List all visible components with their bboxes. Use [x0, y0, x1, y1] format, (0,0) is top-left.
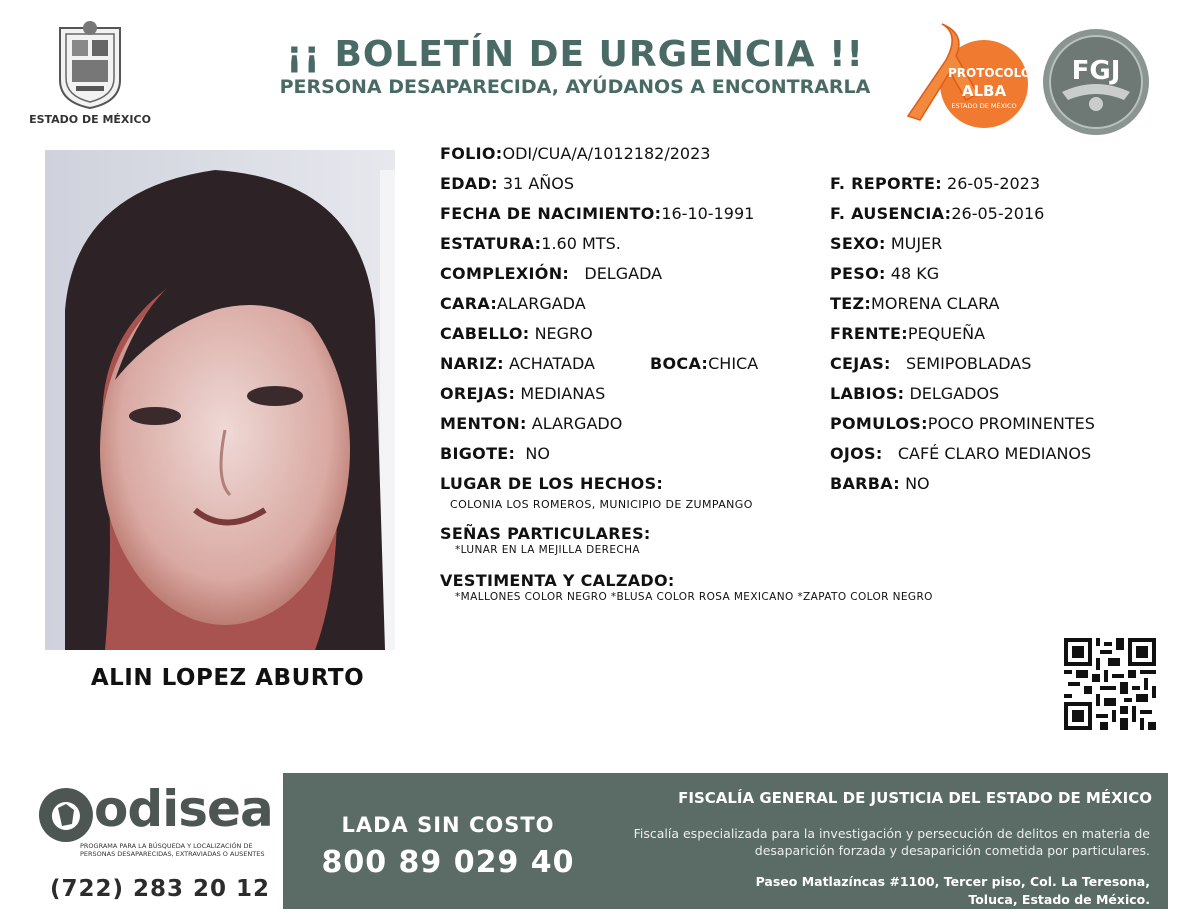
protocolo-alba-logo	[900, 20, 1030, 132]
field-barba	[830, 473, 930, 495]
field-estatura	[440, 233, 621, 255]
fgj-address	[650, 873, 1150, 909]
field-value: ALARGADO	[531, 414, 623, 433]
field-f-ausencia	[830, 203, 1044, 225]
field-label: LABIOS:	[830, 384, 905, 403]
field-value: NO	[905, 474, 930, 493]
state-seal-icon	[50, 20, 130, 110]
field-value: ODI/CUA/A/1012182/2023	[502, 144, 711, 163]
field-pomulos	[830, 413, 1095, 435]
senas-value: *LUNAR EN LA MEJILLA DERECHA	[455, 544, 640, 556]
field-complexion	[440, 263, 662, 285]
field-label: NARIZ:	[440, 354, 504, 373]
field-value: 26-05-2016	[951, 204, 1045, 223]
field-value: 26-05-2023	[947, 174, 1041, 193]
bulletin-subtitle: PERSONA DESAPARECIDA, AYÚDANOS A ENCONTRARLA	[279, 76, 871, 98]
protocolo-line2: ALBA	[961, 82, 1007, 100]
lada-number: 800 89 029 40	[321, 845, 575, 880]
field-fecha-nacimiento	[440, 203, 754, 225]
field-cara	[440, 293, 586, 315]
odisea-subtitle: PROGRAMA PARA LA BÚSQUEDA Y LOCALIZACIÓN DE PERSONAS DESAPARECIDAS, EXTRAVIADAS O AUSENTES	[80, 842, 265, 858]
field-edad	[440, 173, 574, 195]
fgj-name: FISCALÍA GENERAL DE JUSTICIA DEL ESTADO DE MÉXICO	[678, 789, 1152, 807]
field-value: POCO PROMINENTES	[927, 414, 1095, 433]
field-label: FECHA DE NACIMIENTO:	[440, 204, 662, 223]
field-value: ALARGADA	[497, 294, 586, 313]
field-label: PESO:	[830, 264, 886, 283]
field-value: MUJER	[890, 234, 943, 253]
lugar-label: LUGAR DE LOS HECHOS:	[440, 474, 664, 493]
field-orejas	[440, 383, 605, 405]
odisea-wordmark: odisea	[94, 780, 273, 838]
field-value: 48 KG	[890, 264, 940, 283]
field-label: CARA:	[440, 294, 498, 313]
field-cejas	[830, 353, 1031, 375]
field-label: ESTATURA:	[440, 234, 542, 253]
field-f-reporte	[830, 173, 1040, 195]
vestimenta-label: VESTIMENTA Y CALZADO:	[440, 571, 675, 590]
field-value: 31 AÑOS	[502, 174, 574, 193]
address-line2: Toluca, Estado de México.	[968, 892, 1150, 907]
field-value: CHICA	[708, 354, 759, 373]
vestimenta-value: *MALLONES COLOR NEGRO *BLUSA COLOR ROSA MEXICANO *ZAPATO COLOR NEGRO	[455, 591, 933, 603]
location-pin-icon	[36, 786, 96, 848]
field-label: BIGOTE:	[440, 444, 516, 463]
field-value: ACHATADA	[508, 354, 595, 373]
bulletin-title: ¡¡ BOLETÍN DE URGENCIA !!	[286, 34, 864, 75]
field-label: CABELLO:	[440, 324, 530, 343]
field-tez	[830, 293, 999, 315]
field-nariz	[440, 353, 595, 375]
fgj-description: Fiscalía especializada para la investigación y persecución de delitos en materia de desaparición forzada y desaparición cometida por particulares.	[633, 826, 1150, 858]
field-peso	[830, 263, 939, 285]
address-line1: Paseo Matlazíncas #1100, Tercer piso, Col. La Teresona,	[755, 874, 1150, 889]
field-value: NO	[525, 444, 550, 463]
field-value: PEQUEÑA	[907, 324, 986, 343]
field-label: COMPLEXIÓN:	[440, 264, 570, 283]
field-label: OJOS:	[830, 444, 883, 463]
field-value: MEDIANAS	[520, 384, 606, 403]
state-label: ESTADO DE MÉXICO	[29, 113, 151, 126]
field-labios	[830, 383, 999, 405]
field-menton	[440, 413, 622, 435]
field-cabello	[440, 323, 593, 345]
field-frente	[830, 323, 985, 345]
field-label: F. REPORTE:	[830, 174, 942, 193]
field-value: SEMIPOBLADAS	[906, 354, 1032, 373]
field-label: MENTON:	[440, 414, 527, 433]
footer-panel	[283, 773, 1168, 909]
field-value: NEGRO	[534, 324, 593, 343]
field-sexo	[830, 233, 942, 255]
protocolo-line1: PROTOCOLO	[948, 66, 1032, 80]
field-label: F. AUSENCIA:	[830, 204, 952, 223]
field-value: 1.60 MTS.	[541, 234, 621, 253]
field-value: CAFÉ CLARO MEDIANOS	[897, 444, 1092, 463]
field-label: OREJAS:	[440, 384, 516, 403]
field-boca	[650, 353, 758, 375]
field-folio	[440, 143, 710, 165]
field-label: FOLIO:	[440, 144, 503, 163]
field-label: CEJAS:	[830, 354, 891, 373]
protocolo-line3: ESTADO DE MÉXICO	[951, 102, 1017, 110]
field-value: MORENA CLARA	[871, 294, 1000, 313]
qr-code-icon	[1064, 638, 1156, 730]
field-ojos	[830, 443, 1091, 465]
field-bigote	[440, 443, 550, 465]
field-label: EDAD:	[440, 174, 498, 193]
field-label: BARBA:	[830, 474, 900, 493]
field-value: DELGADOS	[909, 384, 1000, 403]
senas-label: SEÑAS PARTICULARES:	[440, 524, 651, 543]
field-label: BOCA:	[650, 354, 709, 373]
person-name: ALIN LOPEZ ABURTO	[90, 665, 365, 691]
field-value: DELGADA	[584, 264, 663, 283]
odisea-logo	[36, 780, 276, 848]
portrait-photo	[45, 150, 395, 650]
field-value: 16-10-1991	[661, 204, 755, 223]
field-label: POMULOS:	[830, 414, 928, 433]
lugar-value: COLONIA LOS ROMEROS, MUNICIPIO DE ZUMPANGO	[450, 498, 753, 511]
field-label: FRENTE:	[830, 324, 908, 343]
lada-label: LADA SIN COSTO	[341, 813, 555, 837]
field-label: SEXO:	[830, 234, 886, 253]
fgj-logo	[1040, 26, 1152, 138]
fgj-logo-text: FGJ	[1071, 56, 1121, 86]
field-label: TEZ:	[830, 294, 872, 313]
contact-phone: (722) 283 20 12	[49, 876, 271, 902]
